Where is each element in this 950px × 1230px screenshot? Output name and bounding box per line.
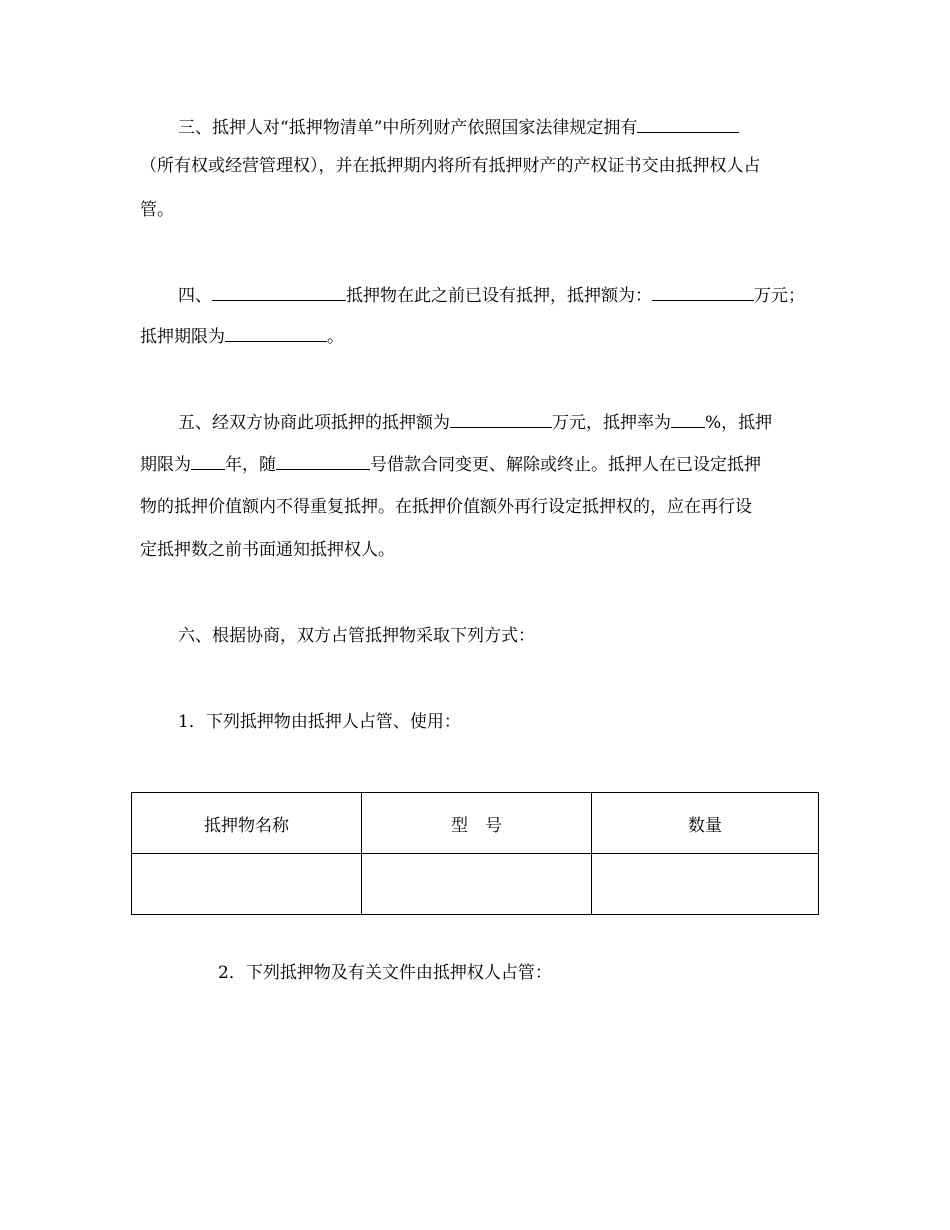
- cell-model[interactable]: [362, 854, 592, 915]
- clause5-contract-text: 号借款合同变更、解除或终止。抵押人在已设定抵押: [370, 455, 761, 475]
- ownership-blank[interactable]: [637, 117, 739, 133]
- mortgage-amount-blank[interactable]: [450, 412, 552, 428]
- clause3-line1: [178, 117, 739, 138]
- clause5-rate-label: 万元，抵押率为: [552, 413, 671, 433]
- header-model: 型 号: [362, 793, 592, 854]
- prior-term-blank[interactable]: [225, 326, 327, 342]
- collateral-table: [131, 792, 819, 915]
- clause5-percent: %，抵押: [705, 413, 773, 433]
- header-name: 抵押物名称: [132, 793, 362, 854]
- clause5-year-label: 年，随: [225, 455, 276, 475]
- clause4-line2: [140, 326, 344, 347]
- clause4-unit: 万元；: [754, 286, 805, 306]
- clause4-prefix: 四、: [178, 286, 212, 306]
- mortgage-years-blank[interactable]: [191, 454, 225, 470]
- prior-amount-blank[interactable]: [652, 285, 754, 301]
- clause3-line2: （所有权或经营管理权），并在抵押期内将所有抵押财产的产权证书交由抵押权人占: [140, 156, 761, 176]
- table-row: [132, 854, 819, 915]
- loan-contract-number-blank[interactable]: [276, 454, 370, 470]
- clause5-term-label: 期限为: [140, 455, 191, 475]
- clause3-line3: 管。: [140, 200, 174, 220]
- clause6-item2: 2．下列抵押物及有关文件由抵押权人占管：: [218, 963, 552, 983]
- prior-mortgage-item-blank[interactable]: [212, 285, 346, 301]
- clause6-item1: 1．下列抵押物由抵押人占管、使用：: [178, 712, 461, 732]
- clause3-text: 三、抵押人对“抵押物清单”中所列财产依照国家法律规定拥有: [178, 118, 638, 138]
- clause5-line2: [140, 454, 761, 475]
- cell-quantity[interactable]: [592, 854, 819, 915]
- clause5-line1: [178, 412, 772, 433]
- clause6-title: 六、根据协商，双方占管抵押物采取下列方式：: [178, 626, 535, 646]
- cell-name[interactable]: [132, 854, 362, 915]
- mortgage-rate-blank[interactable]: [671, 412, 705, 428]
- clause4-term-label: 抵押期限为: [140, 327, 225, 347]
- clause4-text: 抵押物在此之前已设有抵押，抵押额为：: [346, 286, 652, 306]
- clause5-line4: 定抵押数之前书面通知抵押权人。: [140, 540, 395, 560]
- clause4-line1: [178, 285, 805, 306]
- clause5-line3: 物的抵押价值额内不得重复抵押。在抵押价值额外再行设定抵押权的，应在再行设: [140, 497, 752, 517]
- clause5-text: 五、经双方协商此项抵押的抵押额为: [178, 413, 450, 433]
- table-header-row: [132, 793, 819, 854]
- clause4-end: 。: [327, 327, 344, 347]
- header-quantity: 数量: [592, 793, 819, 854]
